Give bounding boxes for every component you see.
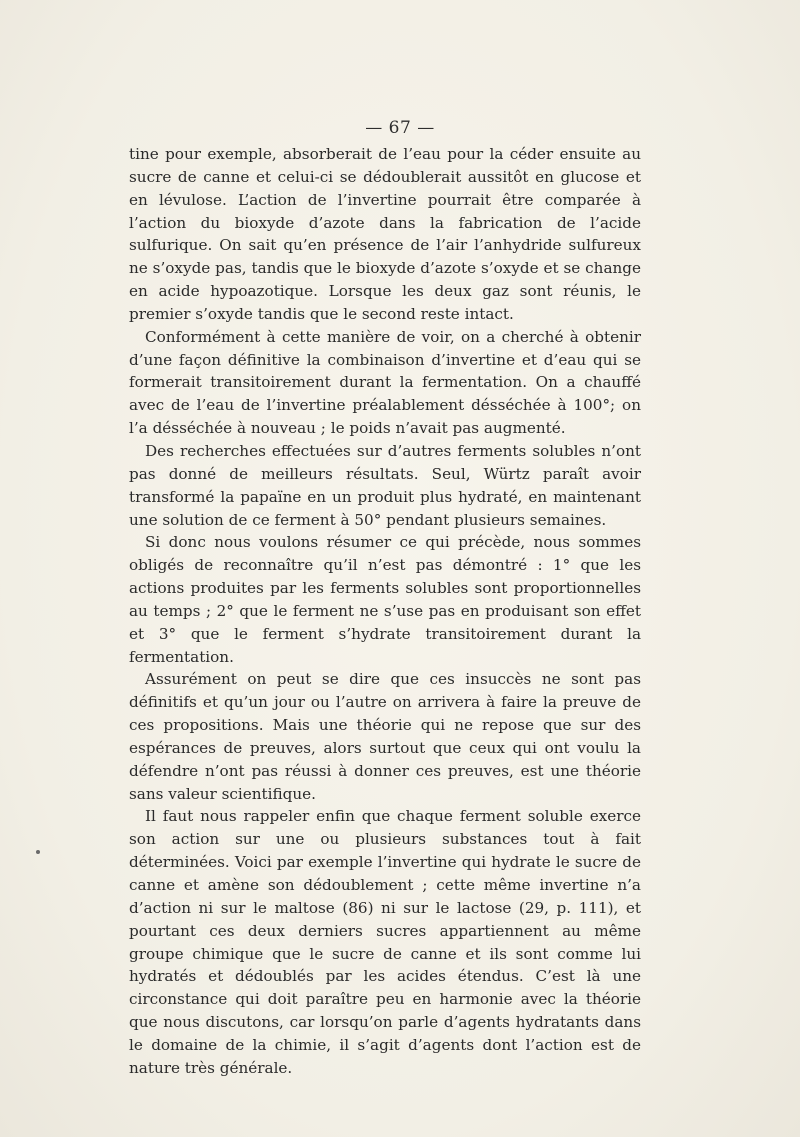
paragraph: Il faut nous rappeler enfin que chaque ferment soluble exerce son action sur une ou plusieurs substances tout à fait déterminées. Voici par exemple l’invertine qui hydrate le sucre de canne et amène son dédoublement ; cette même invertine n’a d’action ni sur le maltose (86) ni sur le lactose (29, p. 111), et pourtant ces deux derniers sucres appartiennent au même groupe chimique que le sucre de canne et ils sont comme lui hydratés et dédoublés par les acides étendus. C’est là une circonstance qui doit paraître peu en harmonie avec la théorie que nous discutons, car lorsqu’on parle d’agents hydratants dans le domaine de la chimie, il s’agit d’agents dont l’action est de nature très générale. xyxy=(129,807,641,1077)
paragraph: Si donc nous voulons résumer ce qui précède, nous sommes obligés de reconnaître qu’il n’est pas démontré : 1° que les actions produites par les ferments solubles sont proportionnelles au temps ; 2° que le ferment ne s’use pas en produisant son effet et 3° que le ferment s’hydrate transitoirement durant la fermentation. xyxy=(129,533,641,666)
paragraph: Assurément on peut se dire que ces insuccès ne sont pas définitifs et qu’un jour ou l’autre on arrivera à faire la preuve de ces propositions. Mais une théorie qui ne repose que sur des espérances de preuves, alors surtout que ceux qui ont voulu la défendre n’ont pas réussi à donner ces preuves, est une théorie sans valeur scientifique. xyxy=(129,670,641,803)
margin-dot-mark xyxy=(36,850,40,854)
paragraph: Conformément à cette manière de voir, on a cherché à obtenir d’une façon définitive la combinaison d’invertine et d’eau qui se formerait transitoirement durant la fermentation. On a chauffé avec de l’eau de l’invertine préalablement désséchée à 100°; on l’a désséchée à nouveau ; le poids n’avait pas augmenté. xyxy=(129,327,641,438)
body-text xyxy=(129,143,641,1080)
paragraph: Des recherches effectuées sur d’autres ferments solubles n’ont pas donné de meilleurs résultats. Seul, Würtz paraît avoir transformé la papaïne en un produit plus hydraté, en maintenant une solution de ce ferment à 50° pendant plusieurs semaines. xyxy=(129,441,641,529)
paragraph-continued: tine pour exemple, absorberait de l’eau pour la céder ensuite au sucre de canne et celui-ci se dédoublerait aussitôt en glucose et en lévulose. L’action de l’invertine pourrait être comparée à l’action du bioxyde d’azote dans la fabrication de l’acide sulfurique. On sait qu’en présence de l’air l’anhydride sulfureux ne s’oxyde pas, tandis que le bioxyde d’azote s’oxyde et se change en acide hypoazotique. Lorsque les deux gaz sont réunis, le premier s’oxyde tandis que le second reste intact. xyxy=(129,145,641,323)
page-number: — 67 — xyxy=(365,118,435,138)
